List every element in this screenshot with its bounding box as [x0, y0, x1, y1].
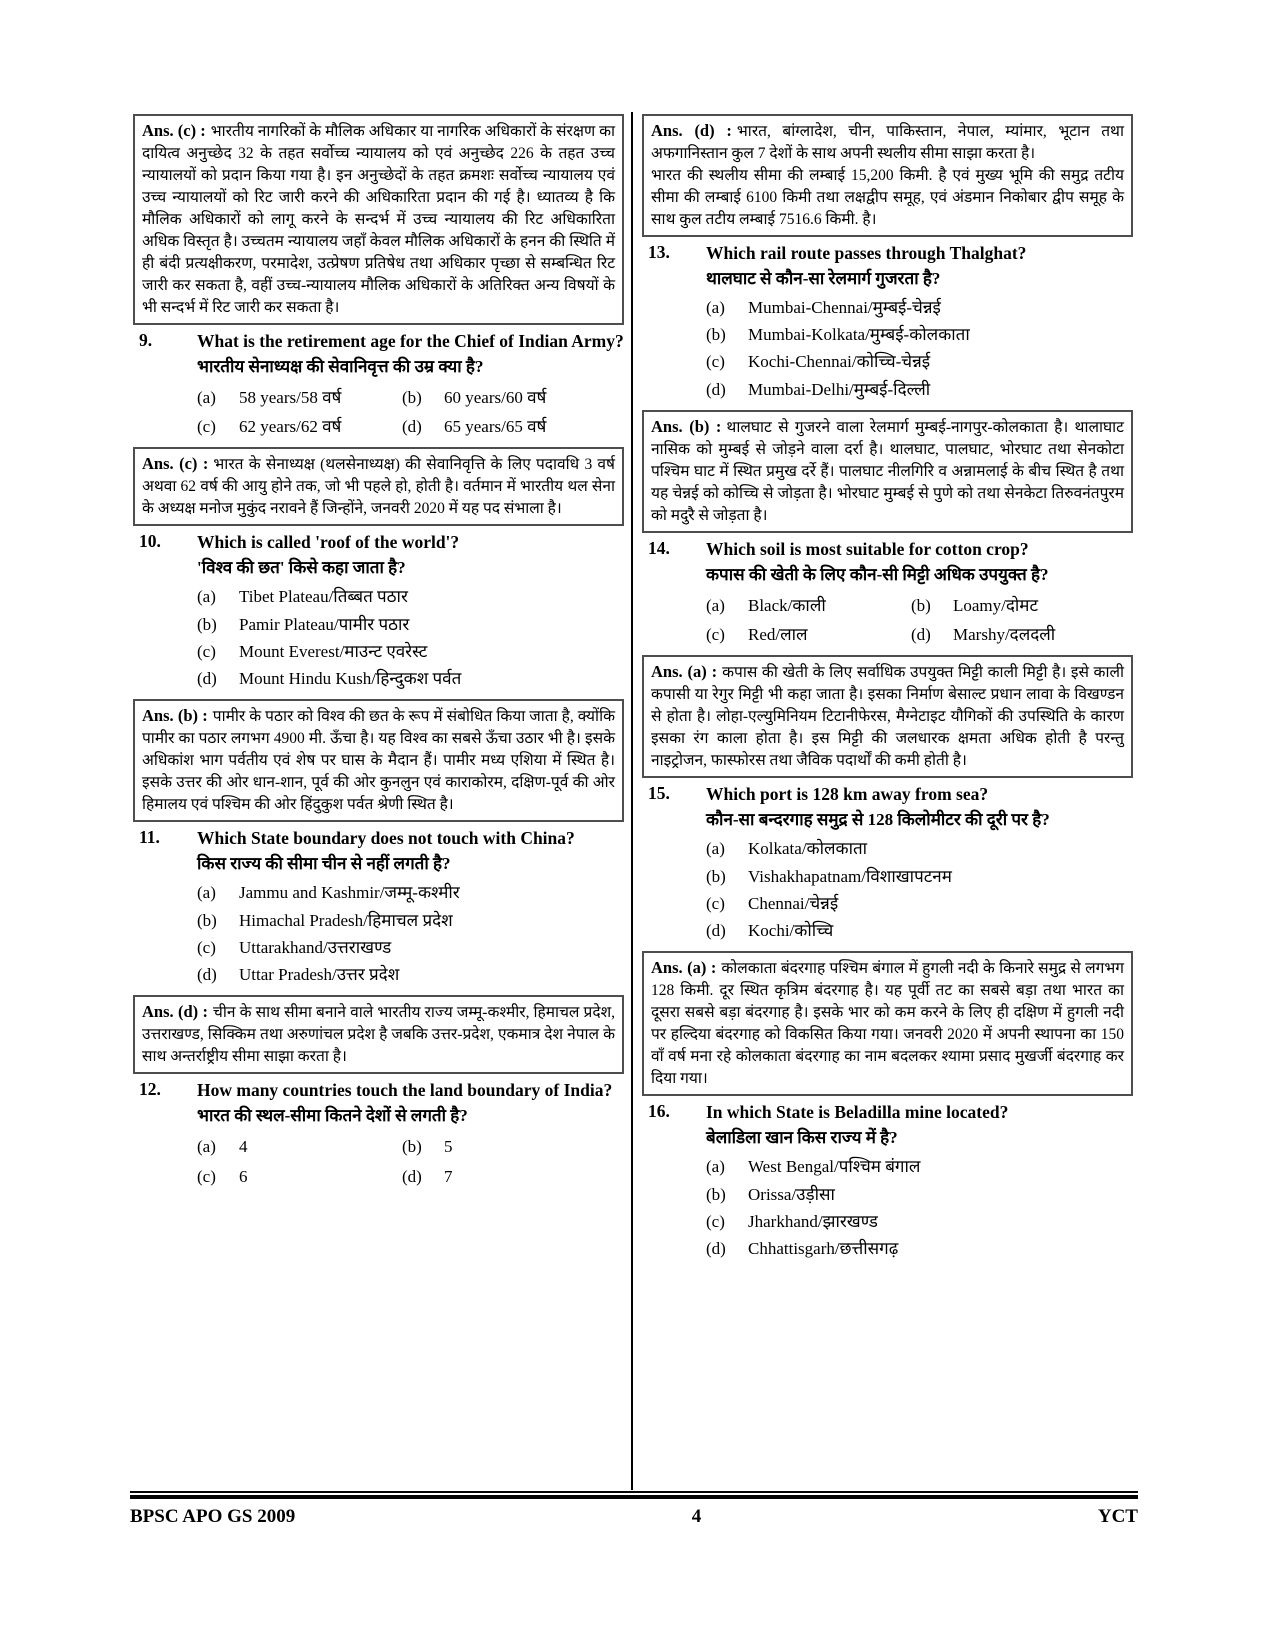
answer-label: Ans. (b) : — [142, 706, 208, 726]
answer-text: पामीर के पठार को विश्व की छत के रूप में संबोधित किया जाता है, क्योंकि पामीर का पठार लगभग 4900 मी. ऊँचा है। यह विश्व का सबसे ऊँचा उठार भी है। इसके अधिकांश भाग पर्वतीय एवं शेष पर घास के मैदान हैं। पामीर मध्य एशिया में स्थित है। इसके उत्तर की ओर धान-शान, पूर्व की ओर कुनलुन एवं काराकोरम, दक्षिण-पूर्व की ओर हिमालय एवं पश्चिम की ओर हिंदुकुश पर्वत श्रेणी स्थित है। — [142, 708, 615, 814]
question-body — [706, 1101, 1133, 1265]
question-12 — [133, 1079, 624, 1192]
answer-text: भारतीय नागरिकों के मौलिक अधिकार या नागरिक अधिकारों के संरक्षण का दायित्व अनुच्छेद 32 के तहत सर्वोच्च न्यायालय को एवं अनुच्छेद 226 के तहत उच्च न्यायालयों को प्रदान किया गया है। इन अनुच्छेदों के तहत क्रमशः सर्वोच्च न्यायालय एवं उच्च न्यायालयों को रिट जारी करने की अधिकारिता प्रदान की गई है। ध्यातव्य है कि मौलिक अधिकारों को लागू करने के सन्दर्भ में उच्च न्यायालय की रिट अधिकारिता अधिक विस्तृत है। उच्चतम न्यायालय जहाँ केवल मौलिक अधिकारों के हनन की स्थिति में ही बंदी प्रत्यक्षीकरण, परमादेश, उत्प्रेषण प्रतिषेध तथा अधिकार पृच्छा से सम्बन्धित रिट जारी कर सकता है, वहीं उच्च-न्यायालय मौलिक अधिकारों के अतिरिक्त अन्य विषयों के भी सन्दर्भ में रिट जारी कर सकता है। — [142, 123, 615, 316]
option-key: (b) — [706, 866, 726, 886]
answer-text: चीन के साथ सीमा बनाने वाले भारतीय राज्य जम्मू-कश्मीर, हिमाचल प्रदेश, उत्तराखण्ड, सिक्किम तथा अरुणांचल प्रदेश है जबकि उत्तर-प्रदेश, एकमात्र देश नेपाल के साथ अन्तर्राष्ट्रीय सीमा साझा करता है। — [142, 1004, 615, 1066]
question-body — [197, 827, 624, 991]
answer-paragraph-2: भारत की स्थलीय सीमा की लम्बाई 15,200 किमी. है एवं मुख्य भूमि की समुद्र तटीय सीमा की लम्बाई 6100 किमी तथा लक्षद्वीप समूह, एवं अंडमान निकोबार द्वीप समूह के साथ कुल तटीय लम्बाई 7516.6 किमी. है। — [651, 167, 1124, 228]
question-number: 12. — [139, 1079, 161, 1100]
question-body — [706, 538, 1133, 651]
option-c — [197, 641, 624, 662]
question-text-hindi: किस राज्य की सीमा चीन से नहीं लगती है? — [197, 854, 451, 874]
option-a — [197, 1136, 402, 1157]
question-text-english: Which soil is most suitable for cotton crop? — [706, 538, 1029, 559]
answer-box-q10 — [133, 699, 624, 822]
answer-label: Ans. (d) : — [651, 121, 732, 140]
option-b — [402, 387, 624, 408]
answer-label: Ans. (a) : — [651, 958, 717, 978]
question-text-hindi: कौन-सा बन्दरगाह समुद्र से 128 किलोमीटर की दूरी पर है? — [706, 810, 1050, 830]
option-key: (b) — [706, 325, 726, 345]
option-label: 65 years/65 वर्ष — [444, 417, 547, 437]
option-label: 7 — [444, 1166, 453, 1186]
answer-text: थालघाट से गुजरने वाला रेलमार्ग मुम्बई-नागपुर-कोलकाता है। थालाघाट नासिक को मुम्बई से जोड़ने वाला दर्रा है। थालघाट, पालघाट, भोरघाट तथा सेनकोटा पश्चिम घाट में स्थित प्रमुख दर्रे हैं। पालघाट नीलगिरि व अन्नामलाई के बीच स्थित है तथा यह चेन्नई को कोच्चि से जोड़ता है। भोरघाट मुम्बई से पुणे को तथा सेनकेटा तिरुवनंतपुरम को मदुरै से जोड़ता है। — [651, 418, 1124, 524]
option-key: (a) — [197, 387, 216, 407]
question-13 — [642, 242, 1133, 406]
option-d — [402, 1166, 624, 1187]
option-key: (d) — [402, 1166, 422, 1186]
option-key: (c) — [706, 1211, 725, 1231]
option-label: West Bengal/पश्चिम बंगाल — [748, 1157, 921, 1177]
question-body — [706, 242, 1133, 406]
question-9 — [133, 330, 624, 443]
left-column — [133, 112, 631, 1490]
question-number: 10. — [139, 531, 161, 552]
answer-text: कोलकाता बंदरगाह पश्चिम बंगाल में हुगली नदी के किनारे समुद्र से लगभग 128 किमी. दूर स्थित कृत्रिम बंदरगाह है। यह पूर्वी तट का सबसे बड़ा तथा भारत का दूसरा सबसे बड़ा बंदरगाह है। इसके भार को कम करने के लिए ही दक्षिण में हुगली नदी पर हल्दिया बंदरगाह को विकसित किया गया। जनवरी 2020 में अपनी स्थापना का 150 वाँ वर्ष मना रहे कोलकाता बंदरगाह का नाम बदलकर श्यामा प्रसाद मुखर्जी बंदरगाह कर दिया गया। — [651, 960, 1124, 1088]
option-key: (c) — [197, 641, 216, 661]
question-text-english: Which State boundary does not touch with China? — [197, 828, 575, 849]
option-key: (a) — [197, 1137, 216, 1157]
option-label: Red/लाल — [748, 625, 808, 645]
option-label: Chennai/चेन्नई — [748, 893, 839, 913]
option-c — [706, 1211, 1133, 1232]
question-10 — [133, 531, 624, 695]
option-d — [197, 668, 624, 689]
option-key: (a) — [706, 297, 725, 317]
option-b — [706, 324, 1133, 345]
option-label: Kochi-Chennai/कोच्चि-चेन्नई — [748, 352, 931, 372]
options-list — [197, 385, 624, 444]
options-list — [706, 838, 1133, 941]
option-key: (d) — [706, 1239, 726, 1259]
options-list — [197, 1134, 624, 1193]
footer-page-number: 4 — [691, 1506, 702, 1527]
answer-label: Ans. (a) : — [651, 662, 718, 682]
option-b — [197, 910, 624, 931]
option-key: (d) — [706, 379, 726, 399]
option-c — [197, 416, 402, 437]
option-label: Loamy/दोमट — [953, 595, 1039, 615]
option-d — [706, 379, 1133, 400]
option-c — [197, 937, 624, 958]
footer-text-row — [130, 1499, 1138, 1528]
option-label: Mumbai-Kolkata/मुम्बई-कोलकाता — [748, 325, 970, 345]
option-c — [197, 1166, 402, 1187]
question-body — [197, 330, 624, 443]
question-number: 15. — [648, 783, 670, 804]
option-label: 58 years/58 वर्ष — [239, 387, 342, 407]
option-b — [911, 595, 1133, 616]
option-label: 5 — [444, 1137, 453, 1157]
option-d — [706, 920, 1133, 941]
option-key: (a) — [197, 883, 216, 903]
option-b — [706, 1184, 1133, 1205]
options-list — [197, 882, 624, 985]
question-text-english: In which State is Beladilla mine located? — [706, 1102, 1009, 1123]
question-14 — [642, 538, 1133, 651]
option-label: 60 years/60 वर्ष — [444, 387, 547, 407]
footer-double-rule — [130, 1491, 1138, 1499]
question-text-english: How many countries touch the land boundary of India? — [197, 1080, 613, 1101]
option-a — [706, 838, 1133, 859]
answer-label: Ans. (d) : — [142, 1002, 209, 1022]
option-label: Mount Hindu Kush/हिन्दुकश पर्वत — [239, 669, 462, 689]
option-label: Uttarakhand/उत्तराखण्ड — [239, 937, 392, 957]
option-key: (c) — [706, 893, 725, 913]
option-label: Chhattisgarh/छत्तीसगढ़ — [748, 1239, 899, 1259]
question-text-hindi: भारत की स्थल-सीमा कितने देशों से लगती है? — [197, 1106, 468, 1126]
option-key: (b) — [402, 387, 422, 407]
option-key: (c) — [197, 1166, 216, 1186]
option-label: Himachal Pradesh/हिमाचल प्रदेश — [239, 910, 453, 930]
option-label: 62 years/62 वर्ष — [239, 417, 342, 437]
option-a — [197, 882, 624, 903]
page-footer — [130, 1491, 1138, 1528]
option-a — [706, 595, 911, 616]
option-label: Pamir Plateau/पामीर पठार — [239, 614, 410, 634]
option-label: Orissa/उड़ीसा — [748, 1184, 835, 1204]
option-key: (d) — [402, 417, 422, 437]
answer-label: Ans. (c) : — [142, 121, 206, 140]
option-label: Mount Everest/माउन्ट एवरेस्ट — [239, 641, 428, 661]
question-text-english: What is the retirement age for the Chief of Indian Army? — [197, 331, 624, 351]
question-text-hindi: भारतीय सेनाध्यक्ष की सेवानिवृत्त की उम्र क्या है? — [197, 356, 484, 376]
option-key: (a) — [706, 1157, 725, 1177]
question-number: 11. — [139, 827, 160, 848]
question-body — [706, 783, 1133, 947]
answer-text: भारत के सेनाध्यक्ष (थलसेनाध्यक्ष) की सेवानिवृत्ति के लिए पदावधि 3 वर्ष अथवा 62 वर्ष की आयु होने तक, जो भी पहले हो, होती है। वर्तमान में भारतीय थल सेना के अध्यक्ष मनोज मुकुंद नरावने हैं जिन्होंने, जनवरी 2020 में यह पद संभाला है। — [142, 456, 615, 518]
answer-box-q15 — [642, 951, 1133, 1096]
question-body — [197, 531, 624, 695]
answer-box-q11 — [133, 995, 624, 1074]
option-label: Marshy/दलदली — [953, 625, 1056, 645]
option-label: Jharkhand/झारखण्ड — [748, 1211, 878, 1231]
option-d — [197, 964, 624, 985]
options-list — [706, 1156, 1133, 1259]
option-key: (c) — [706, 625, 725, 645]
option-b — [402, 1136, 624, 1157]
question-number: 14. — [648, 537, 670, 558]
option-key: (a) — [706, 595, 725, 615]
answer-paragraph-1 — [651, 119, 1124, 165]
answer-box-q8 — [133, 114, 624, 325]
question-15 — [642, 783, 1133, 947]
answer-text: कपास की खेती के लिए सर्वाधिक उपयुक्त मिट्टी काली मिट्टी है। इसे काली कपासी या रेगुर मिट्टी भी कहा जाता है। इसका निर्माण बेसाल्ट प्रधान लावा के विखण्डन से होता है। लोहा-एल्युमिनियम टिटानीफेरस, मैग्नेटाइट यौगिकों की उपस्थिति के कारण इसका रंग काला होता है। इस मिट्टी की जलधारक क्षमता अधिक होती है परन्तु नाइट्रोजन, फास्फोरस तथा जैविक पदार्थों की कमी होती है। — [651, 664, 1124, 770]
option-key: (c) — [197, 417, 216, 437]
option-label: 4 — [239, 1137, 248, 1157]
question-text-hindi: 'विश्व की छत' किसे कहा जाता है? — [197, 558, 406, 578]
answer-box-q13 — [642, 410, 1133, 533]
option-b — [197, 614, 624, 635]
option-a — [197, 387, 402, 408]
two-column-layout — [133, 112, 1133, 1490]
footer-publisher: YCT — [1097, 1506, 1138, 1527]
answer-box-q12 — [642, 114, 1133, 237]
options-list — [706, 593, 1133, 652]
option-label: Kochi/कोच्चि — [748, 921, 834, 941]
question-number: 16. — [648, 1101, 670, 1122]
option-key: (d) — [911, 625, 931, 645]
option-d — [911, 624, 1133, 645]
option-key: (a) — [197, 587, 216, 607]
option-key: (d) — [197, 965, 217, 985]
option-key: (b) — [706, 1184, 726, 1204]
page-content — [133, 112, 1133, 1490]
option-label: Vishakhapatnam/विशाखापटनम — [748, 866, 952, 886]
option-a — [706, 297, 1133, 318]
option-key: (b) — [197, 614, 217, 634]
options-list — [706, 297, 1133, 400]
option-c — [706, 893, 1133, 914]
option-key: (c) — [706, 352, 725, 372]
question-text-hindi: थालघाट से कौन-सा रेलमार्ग गुजरता है? — [706, 268, 941, 288]
footer-exam-title: BPSC APO GS 2009 — [130, 1506, 296, 1527]
answer-label: Ans. (c) : — [142, 454, 209, 474]
answer-text: भारत, बांग्लादेश, चीन, पाकिस्तान, नेपाल, म्यांमार, भूटान तथा अफगानिस्तान कुल 7 देशों के साथ अपनी स्थलीय सीमा साझा करता है। — [651, 123, 1124, 162]
question-number: 13. — [648, 242, 670, 262]
option-a — [197, 586, 624, 607]
question-number: 9. — [139, 330, 153, 350]
option-key: (b) — [197, 910, 217, 930]
option-c — [706, 351, 1133, 372]
question-text-english: Which rail route passes through Thalghat? — [706, 243, 1027, 263]
option-label: Black/काली — [748, 595, 826, 615]
answer-box-q14 — [642, 655, 1133, 778]
option-label: Tibet Plateau/तिब्बत पठार — [239, 587, 408, 607]
question-text-english: Which is called 'roof of the world'? — [197, 532, 460, 553]
answer-label: Ans. (b) : — [651, 416, 722, 436]
option-key: (b) — [402, 1137, 422, 1157]
question-text-hindi: बेलाडिला खान किस राज्य में है? — [706, 1128, 898, 1148]
answer-box-q9 — [133, 447, 624, 526]
option-label: Mumbai-Delhi/मुम्बई-दिल्ली — [748, 379, 931, 399]
option-key: (a) — [706, 839, 725, 859]
option-label: Jammu and Kashmir/जम्मू-कश्मीर — [239, 883, 460, 903]
option-b — [706, 866, 1133, 887]
question-body — [197, 1079, 624, 1192]
option-key: (d) — [706, 921, 726, 941]
option-d — [402, 416, 624, 437]
right-column — [633, 112, 1133, 1490]
option-key: (b) — [911, 595, 931, 615]
option-label: 6 — [239, 1166, 248, 1186]
option-label: Mumbai-Chennai/मुम्बई-चेन्नई — [748, 297, 941, 317]
option-c — [706, 624, 911, 645]
question-16 — [642, 1101, 1133, 1265]
options-list — [197, 586, 624, 689]
question-11 — [133, 827, 624, 991]
question-text-hindi: कपास की खेती के लिए कौन-सी मिट्टी अधिक उपयुक्त है? — [706, 564, 1049, 584]
option-label: Uttar Pradesh/उत्तर प्रदेश — [239, 965, 400, 985]
option-d — [706, 1238, 1133, 1259]
option-key: (d) — [197, 669, 217, 689]
question-text-english: Which port is 128 km away from sea? — [706, 784, 989, 805]
option-label: Kolkata/कोलकाता — [748, 839, 868, 859]
option-key: (c) — [197, 937, 216, 957]
option-a — [706, 1156, 1133, 1177]
